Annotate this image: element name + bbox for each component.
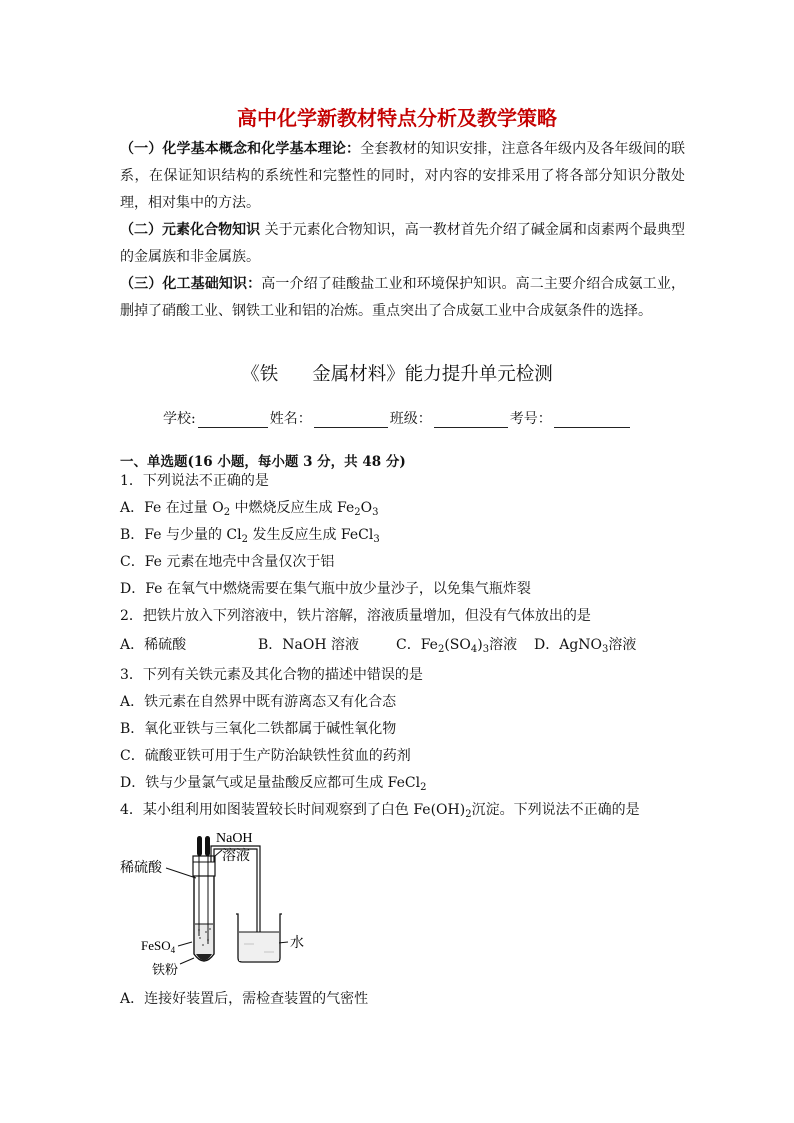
intro-text-1: 全套教材的知识安排，注意各年级内及各年级间的联系，在保证知识结构的系统性和完整性的同时，对内容的安排采用了将各部分知识分散处理，相对集中的方法。 (120, 141, 686, 211)
question-3-option-a: A．铁元素在自然界中既有游离态又有化合态 (120, 694, 397, 710)
question-1-stem: 1．下列说法不正确的是 (120, 473, 269, 489)
question-3-option-d: D．铁与少量氯气或足量盐酸反应都可生成 FeCl$_2$ (120, 775, 427, 793)
question-1-option-b: B．Fe 与少量的 $Cl_2$ 发生反应生成 FeCl$_3$ (120, 527, 380, 545)
section-heading: 一、单选题(16 小题，每小题 3 分，共 48 分) (120, 454, 406, 470)
school-label: 学校: (163, 411, 196, 427)
intro-label-3: （三）化工基础知识： (120, 276, 262, 292)
class-blank[interactable] (434, 413, 508, 428)
name-blank[interactable] (314, 413, 388, 428)
water-label: 水 (290, 936, 304, 951)
question-3-stem: 3．下列有关铁元素及其化合物的描述中错误的是 (120, 667, 423, 683)
feso4-label: FeSO$_4$ (141, 938, 176, 955)
question-4-stem: 4．某小组利用如图装置较长时间观察到了白色 $Fe(OH)_2$沉淀。下列说法不正确的是 (120, 802, 640, 820)
naoh-label: NaOH (216, 831, 253, 846)
exam-title (0, 360, 794, 386)
intro-paragraph-2 (120, 217, 685, 271)
name-label: 姓名： (269, 411, 312, 427)
question-2-option-b: B．NaOH 溶液 (258, 637, 360, 653)
intro-label-2: （二）元素化合物知识 (120, 222, 261, 238)
student-info-row (163, 408, 632, 428)
intro-text-3: 高一介绍了硅酸盐工业和环境保护知识。高二主要介绍合成氨工业，删掉了硝酸工业、钢铁工业和铝的冶炼。重点突出了合成氨工业中合成氨条件的选择。 (120, 276, 686, 319)
question-1-option-c: C．Fe 元素在地壳中含量仅次于铝 (120, 554, 335, 570)
question-2-options (120, 634, 636, 655)
iron-powder-label: 铁粉 (152, 962, 179, 977)
class-label: 班级： (389, 411, 432, 427)
question-2-stem: 2．把铁片放入下列溶液中，铁片溶解，溶液质量增加，但没有气体放出的是 (120, 608, 591, 624)
intro-text-2: 关于元素化合物知识，高一教材首先介绍了碱金属和卤素两个最典型的金属族和非金属族。 (120, 222, 685, 265)
dilute-sulfuric-acid-label: 稀硫酸 (120, 861, 162, 876)
question-3-option-c: C．硫酸亚铁可用于生产防治缺铁性贫血的药剂 (120, 748, 411, 764)
question-2-option-a: A．稀硫酸 (120, 637, 187, 653)
main-title: 高中化学新教材特点分析及教学策略 (237, 106, 557, 130)
question-2-option-c: C．$Fe_2(SO_4)_3$溶液 (396, 637, 518, 655)
school-blank[interactable] (198, 413, 268, 428)
intro-paragraph-1 (120, 136, 685, 217)
exam-title-part-a: 《铁 (241, 364, 279, 385)
apparatus-diagram (120, 826, 320, 984)
exam-title-part-b: 金属材料》能力提升单元检测 (312, 364, 553, 385)
question-1-option-a: A．Fe 在过量 $O_2$ 中燃烧反应生成 $Fe_2O_3$ (120, 500, 379, 518)
question-1-option-d: D．Fe 在氧气中燃烧需要在集气瓶中放少量沙子，以免集气瓶炸裂 (120, 581, 531, 597)
question-4-option-a: A．连接好装置后，需检查装置的气密性 (120, 991, 369, 1007)
number-blank[interactable] (554, 413, 630, 428)
number-label: 考号： (509, 411, 552, 427)
question-2-option-d: D．AgNO$_3$溶液 (534, 637, 637, 655)
solution-label: 溶液 (222, 849, 250, 864)
intro-paragraph-3 (120, 271, 685, 325)
intro-label-1: （一）化学基本概念和化学基本理论： (120, 141, 361, 157)
question-3-option-b: B．氧化亚铁与三氧化二铁都属于碱性氧化物 (120, 721, 397, 737)
